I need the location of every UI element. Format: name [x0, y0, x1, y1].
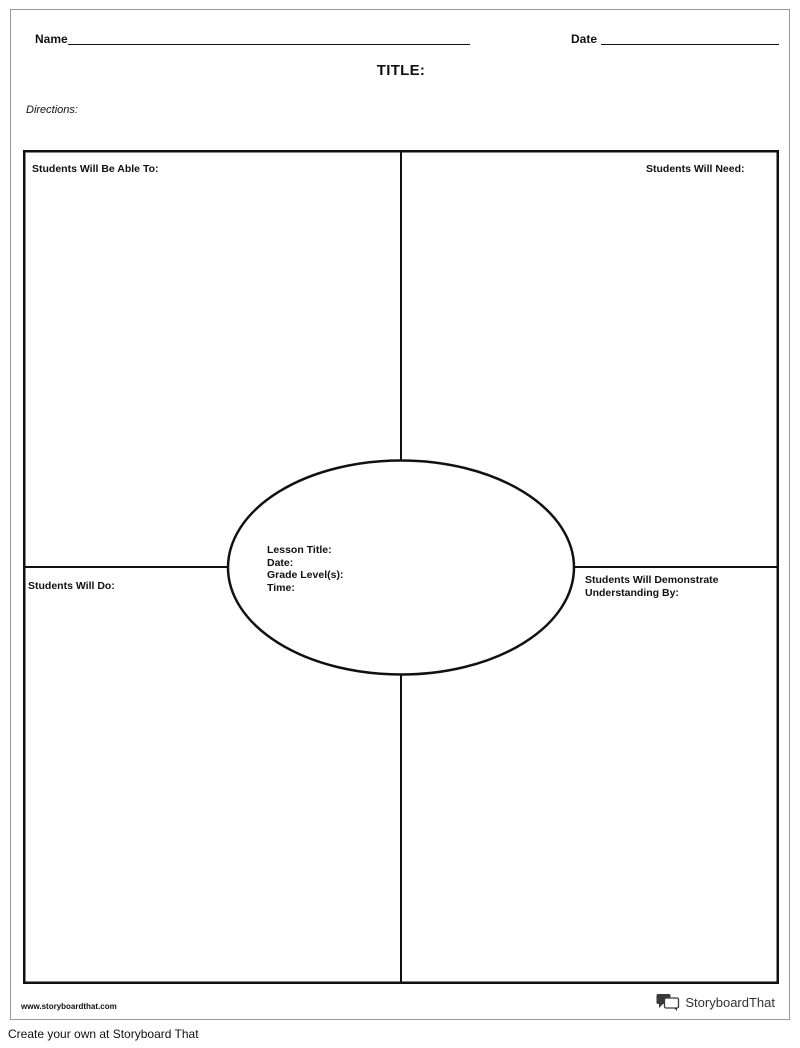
lesson-info-labels	[267, 544, 343, 594]
name-label: Name	[35, 32, 68, 46]
date-line[interactable]	[601, 44, 779, 45]
lesson-date-label: Date:	[267, 556, 294, 569]
quadrant-label-will-need: Students Will Need:	[646, 163, 745, 175]
quadrant-label-able-to: Students Will Be Able To:	[32, 163, 159, 175]
organizer-frame	[23, 150, 779, 984]
directions-label: Directions:	[26, 104, 78, 116]
speech-bubbles-icon	[656, 993, 680, 1011]
quadrant-label-demonstrate: Students Will Demonstrate Understanding By:	[585, 574, 719, 599]
worksheet-title: TITLE:	[376, 62, 426, 79]
graphic-organizer	[23, 150, 779, 984]
time-label: Time:	[267, 581, 295, 594]
footer-url[interactable]: www.storyboardthat.com	[21, 1002, 117, 1011]
worksheet-page	[10, 9, 790, 1020]
brand-name: StoryboardThat	[685, 994, 775, 1010]
name-line[interactable]	[68, 44, 470, 45]
lesson-title-label: Lesson Title:	[267, 544, 332, 556]
brand-logo[interactable]	[656, 993, 775, 1011]
create-your-own-caption[interactable]: Create your own at Storyboard That	[8, 1027, 199, 1041]
grade-level-label: Grade Level(s):	[267, 569, 344, 581]
date-label: Date	[571, 32, 598, 46]
quadrant-label-will-do: Students Will Do:	[28, 580, 115, 592]
